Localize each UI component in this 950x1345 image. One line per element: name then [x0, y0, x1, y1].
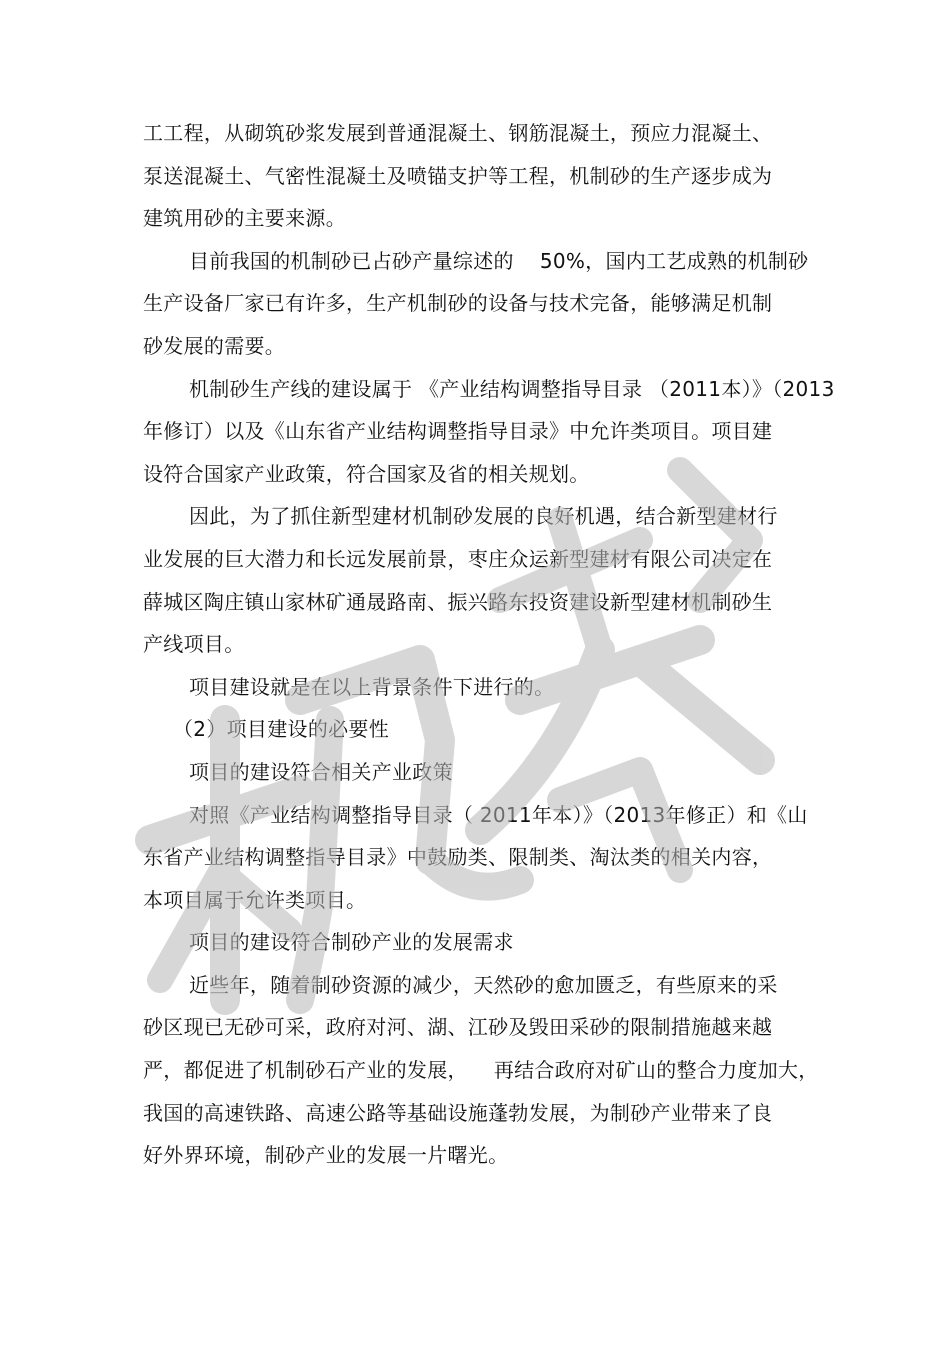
text-line: 本项目属于允许类项目。	[143, 887, 367, 912]
section-heading: （2）项目建设的必要性	[173, 717, 390, 742]
text-segment: 再结合政府对矿山的整合力度加大，	[493, 1058, 819, 1083]
text-line: 好外界环境，制砂产业的发展一片曙光。	[143, 1143, 509, 1168]
text-line: 砂发展的需要。	[143, 333, 286, 358]
text-line: 砂区现已无砂可采，政府对河、湖、江砂及毁田采砂的限制措施越来越	[143, 1015, 773, 1040]
text-line: 泵送混凝土、气密性混凝土及喷锚支护等工程，机制砂的生产逐步成为	[143, 163, 773, 188]
text-line: 近些年，随着制砂资源的减少，天然砂的愈加匮乏，有些原来的采	[189, 972, 778, 997]
subsection-heading: 项目的建设符合相关产业政策	[189, 759, 453, 784]
text-line: 建筑用砂的主要来源。	[143, 206, 346, 231]
text-line: 对照《产业结构调整指导目录（ 2011年本）》（2013年修正）和《山	[189, 802, 808, 827]
text-line: 业发展的巨大潜力和长远发展前景，枣庄众运新型建材有限公司决定在	[143, 546, 773, 571]
text-line: 项目建设就是在以上背景条件下进行的。	[189, 674, 555, 699]
text-line: 因此，为了抓住新型建材机制砂发展的良好机遇，结合新型建材行	[189, 504, 778, 529]
text-line: 薛城区陶庄镇山家林矿通晟路南、振兴路东投资建设新型建材机制砂生	[143, 589, 773, 614]
text-line: 机制砂生产线的建设属于 《产业结构调整指导目录 （2011本）》（2013	[189, 376, 835, 401]
text-line	[143, 1049, 843, 1092]
text-line	[143, 240, 843, 283]
text-line: 东省产业结构调整指导目录》中鼓励类、限制类、淘汰类的相关内容，	[143, 845, 773, 870]
text-segment: 严，都促进了机制砂石产业的发展，	[143, 1058, 468, 1083]
document-body	[143, 112, 843, 1177]
text-segment: 目前我国的机制砂已占砂产量综述的	[189, 248, 514, 273]
text-line: 工工程，从砌筑砂浆发展到普通混凝土、钢筋混凝土，预应力混凝土、	[143, 121, 773, 145]
text-line: 我国的高速铁路、高速公路等基础设施蓬勃发展，为制砂产业带来了良	[143, 1100, 773, 1125]
text-line: 年修订）以及《山东省产业结构调整指导目录》中允许类项目。项目建	[143, 419, 773, 444]
subsection-heading: 项目的建设符合制砂产业的发展需求	[189, 930, 514, 955]
text-segment: 50%，国内工艺成熟的机制砂	[539, 248, 809, 273]
text-line: 产线项目。	[143, 632, 245, 657]
text-line: 设符合国家产业政策，符合国家及省的相关规划。	[143, 461, 590, 486]
text-line: 生产设备厂家已有许多，生产机制砂的设备与技术完备，能够满足机制	[143, 291, 773, 316]
